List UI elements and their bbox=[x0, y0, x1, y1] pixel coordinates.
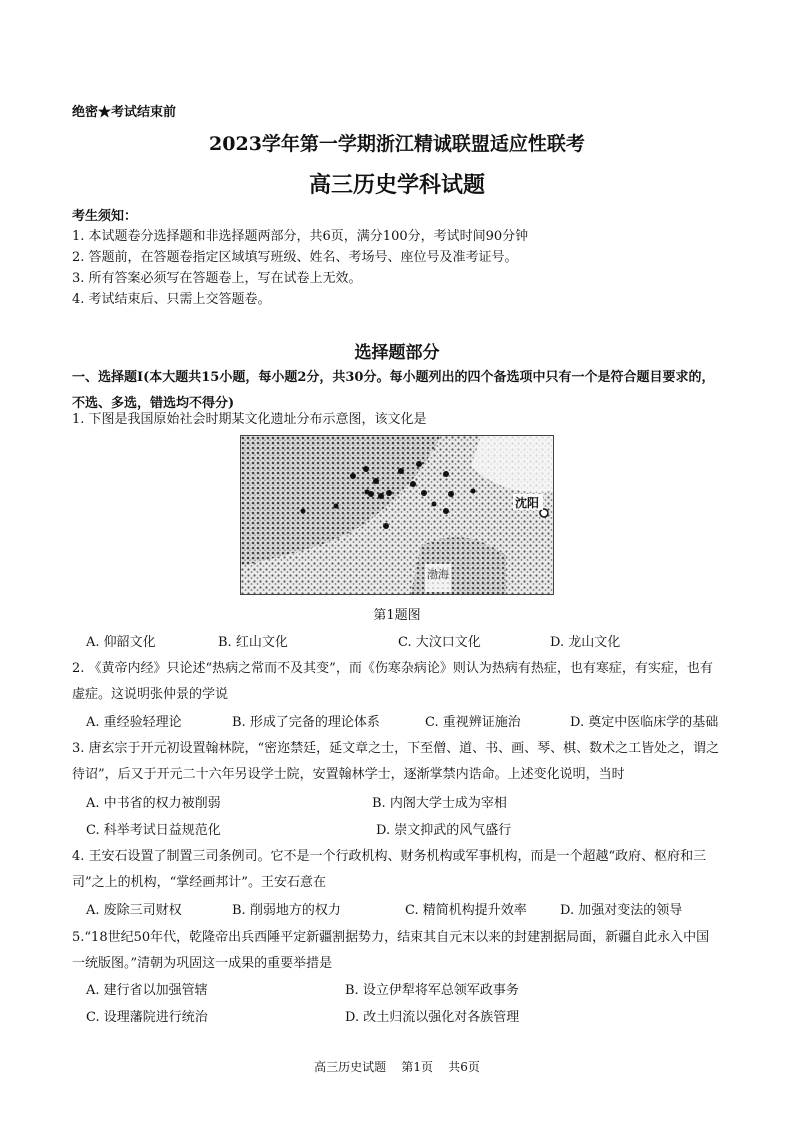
exam-subtitle: 高三历史学科试题 bbox=[308, 172, 485, 198]
q1-option-b: B. 红山文化 bbox=[218, 635, 288, 650]
q1-option-d: D. 龙山文化 bbox=[550, 635, 621, 650]
q2-option-d: D. 奠定中医临床学的基础 bbox=[570, 715, 719, 730]
q4-option-b: B. 削弱地方的权力 bbox=[232, 903, 341, 918]
map-illustration bbox=[241, 436, 553, 594]
q4-option-d: D. 加强对变法的领导 bbox=[560, 903, 683, 918]
q1-option-c: C. 大汶口文化 bbox=[398, 635, 481, 650]
q1-option-a: A. 仰韶文化 bbox=[86, 635, 156, 650]
question-2-stem: 2. 《黄帝内经》只论述“热病之常而不及其变”，而《伤寒杂病论》则认为热病有热症，也有寒症，有实症，也有虚症。这说明张仲景的学说 bbox=[72, 661, 713, 702]
q2-option-a: A. 重经验轻理论 bbox=[86, 715, 182, 730]
site-distribution-map bbox=[240, 435, 554, 595]
q3-option-d: D. 崇文抑武的风气盛行 bbox=[376, 823, 512, 838]
map-label-city: 沈阳 bbox=[515, 496, 540, 510]
footer-page: 第1页 bbox=[401, 1060, 433, 1074]
section-instructions: 一、选择题Ⅰ(本大题共15小题，每小题2分，共30分。每小题列出的四个备选项中只有一个是符合题目要求的，不选、多选，错选均不得分) bbox=[72, 370, 715, 411]
q4-option-a: A. 废除三司财权 bbox=[86, 903, 182, 918]
map-label-bottom: 渤海 bbox=[427, 568, 449, 581]
question-3-stem: 3. 唐玄宗于开元初设置翰林院，“密迩禁廷，延文章之士，下至僧、道、书、画、琴、棋、数术之工皆处之，谓之待诏”，后又于开元二十六年另设学士院，安置翰林学士，逐渐掌禁内诰命。上述变化说明，当时 bbox=[72, 741, 720, 782]
notice-item: 2. 答题前，在答题卷指定区域填写班级、姓名、考场号、座位号及准考证号。 bbox=[72, 250, 518, 265]
q3-option-c: C. 科举考试日益规范化 bbox=[86, 823, 221, 838]
footer-subject: 高三历史试题 bbox=[314, 1060, 387, 1074]
q4-option-c: C. 精简机构提升效率 bbox=[405, 903, 527, 918]
exam-title: 2023学年第一学期浙江精诚联盟适应性联考 bbox=[209, 133, 585, 155]
question-1-stem: 1. 下图是我国原始社会时期某文化遗址分布示意图，该文化是 bbox=[72, 412, 427, 427]
q5-option-d: D. 改土归流以强化对各族管理 bbox=[345, 1010, 520, 1025]
confidential-mark: 绝密★考试结束前 bbox=[72, 105, 177, 120]
notice-item: 4. 考试结束后、只需上交答题卷。 bbox=[72, 292, 271, 307]
q3-option-a: A. 中书省的权力被削弱 bbox=[86, 796, 221, 811]
notice-heading: 考生须知： bbox=[72, 209, 138, 224]
figure-caption: 第1题图 bbox=[373, 608, 421, 623]
notice-item: 1. 本试题卷分选择题和非选择题两部分，共6页，满分100分，考试时间90分钟 bbox=[72, 229, 529, 244]
question-5-stem: 5.“18世纪50年代，乾隆帝出兵西陲平定新疆割据势力，结束其自元末以来的封建割据局面，新疆自此永入中国一统版图。”清朝为巩固这一成果的重要举措是 bbox=[72, 930, 710, 971]
question-4-stem: 4. 王安石设置了制置三司条例司。它不是一个行政机构、财务机构或军事机构，而是一个超越“政府、枢府和三司”之上的机构，“掌经画邦计”。王安石意在 bbox=[72, 849, 707, 890]
notice-item: 3. 所有答案必须写在答题卷上，写在试卷上无效。 bbox=[72, 271, 362, 286]
q3-option-b: B. 内阁大学士成为宰相 bbox=[372, 796, 507, 811]
q5-option-c: C. 设理藩院进行统治 bbox=[86, 1010, 208, 1025]
q5-option-b: B. 设立伊犁将军总领军政事务 bbox=[345, 983, 519, 998]
q2-option-c: C. 重视辨证施治 bbox=[425, 715, 521, 730]
q2-option-b: B. 形成了完备的理论体系 bbox=[232, 715, 380, 730]
page-footer bbox=[0, 1058, 794, 1075]
footer-total: 共6页 bbox=[448, 1060, 480, 1074]
q5-option-a: A. 建行省以加强管辖 bbox=[86, 983, 208, 998]
section-title: 选择题部分 bbox=[354, 343, 440, 363]
